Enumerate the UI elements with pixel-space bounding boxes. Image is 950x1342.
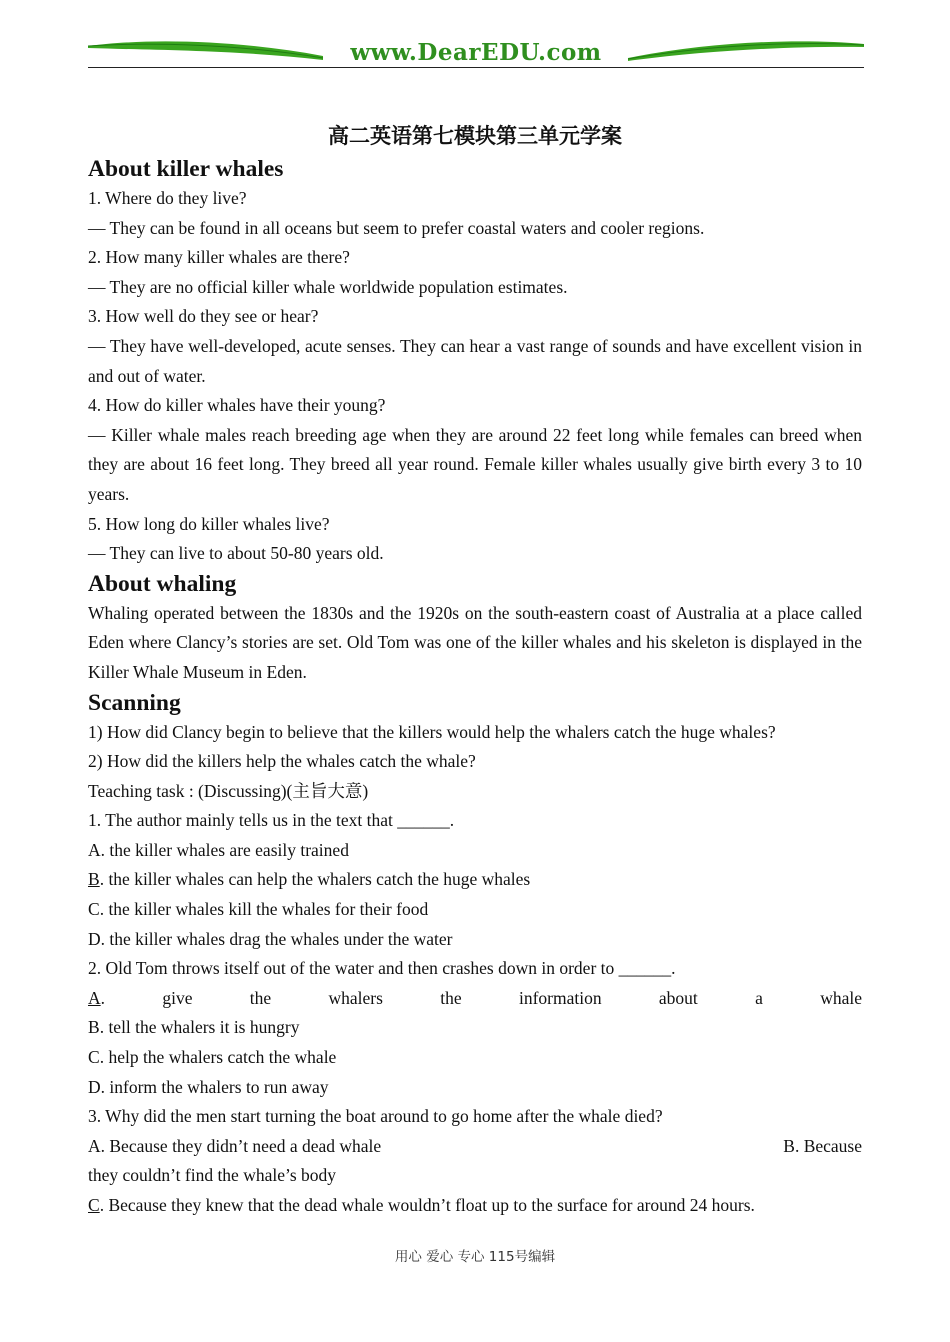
heading-about-killer-whales: About killer whales (88, 156, 284, 182)
option-text: . the killer whales kill the whales for their food (99, 899, 429, 920)
text-line: — They have well-developed, acute senses. They can hear a vast range of sounds and have excellent vision in and out of water. (88, 335, 862, 386)
question-1-stem: 1. The author mainly tells us in the text that ______. (88, 810, 455, 831)
text-line: 4. How do killer whales have their young? (88, 395, 386, 416)
option-text: . inform the whalers to run away (100, 1076, 329, 1097)
page-title: 高二英语第七模块第三单元学案 (328, 124, 622, 148)
question-1-option-a (88, 836, 862, 866)
option-letter: B (88, 1017, 100, 1038)
option-letter: C (88, 1047, 100, 1068)
answer-letter: A (88, 987, 101, 1008)
heading-scanning: Scanning (88, 689, 181, 716)
page-footer: 用心 爱心 专心 115号编辑 (394, 1249, 556, 1265)
question-1-option-b (88, 865, 862, 895)
question-3-option-b-end: they couldn’t find the whale’s body (88, 1165, 337, 1186)
question-2-option-b (88, 1013, 862, 1043)
question-2-stem: 2. Old Tom throws itself out of the water and then crashes down in order to ______. (88, 958, 676, 979)
option-text: . help the whalers catch the whale (99, 1047, 337, 1068)
question-3-options-ab (88, 1132, 862, 1162)
whaling-paragraph: Whaling operated between the 1830s and the 1920s on the south-eastern coast of Australia at a place called Eden where Clancy’s stories are set. Old Tom was one of the killer whales and his skeleton is displayed in the Killer Whale Museum in Eden. (88, 602, 862, 682)
text-line: 2. How many killer whales are there? (88, 247, 350, 268)
question-3-option-a: A. Because they didn’t need a dead whale (88, 1135, 382, 1156)
text-line: 1. Where do they live? (88, 188, 247, 208)
header-rule (88, 67, 864, 68)
question-2-option-a (88, 984, 862, 1014)
option-text: . the killer whales can help the whalers catch the huge whales (99, 869, 531, 890)
question-1-option-d (88, 925, 862, 955)
option-letter: D (88, 1076, 101, 1097)
question-3-option-c (88, 1191, 862, 1221)
document-body (88, 118, 862, 1221)
answer-letter: B (88, 869, 100, 890)
question-2-option-d (88, 1073, 862, 1103)
option-text: . the killer whales are easily trained (100, 839, 349, 860)
option-letter: A (88, 839, 101, 860)
question-1-option-c (88, 895, 862, 925)
option-text: . the killer whales drag the whales under the water (100, 928, 453, 949)
text-line: 5. How long do killer whales live? (88, 513, 330, 534)
question-3-option-b-start: B. Because (783, 1135, 862, 1156)
scanning-question-2: 2) How did the killers help the whales catch the whale? (88, 751, 476, 772)
answer-letter: C (88, 1195, 100, 1215)
option-letter: C (88, 899, 100, 920)
text-line: 3. How well do they see or hear? (88, 306, 319, 327)
text-line: — They are no official killer whale worldwide population estimates. (88, 276, 568, 297)
text-line: — They can live to about 50-80 years old. (88, 543, 384, 564)
question-2-option-c (88, 1043, 862, 1073)
site-header (88, 36, 864, 70)
text-line: — They can be found in all oceans but seem to prefer coastal waters and cooler regions. (88, 217, 705, 238)
option-letter: D (88, 928, 101, 949)
teaching-task: Teaching task : (Discussing)(主旨大意) (88, 780, 369, 801)
heading-about-whaling: About whaling (88, 570, 237, 597)
option-text: . tell the whalers it is hungry (99, 1017, 300, 1038)
option-text: . give the whalers the information about a whale (100, 987, 862, 1008)
text-line: — Killer whale males reach breeding age when they are around 22 feet long while females can breed when they are about 16 feet long. They breed all year round. Female killer whales usually give birth every 3 to 10 years. (88, 424, 862, 504)
site-logo-text: www.DearEDU.com (350, 39, 602, 66)
scanning-question-1: 1) How did Clancy begin to believe that the killers would help the whalers catch the huge whales? (88, 721, 776, 742)
question-3-stem: 3. Why did the men start turning the boat around to go home after the whale died? (88, 1106, 663, 1127)
option-text: . Because they knew that the dead whale wouldn’t float up to the surface for around 24 hours. (99, 1195, 755, 1215)
